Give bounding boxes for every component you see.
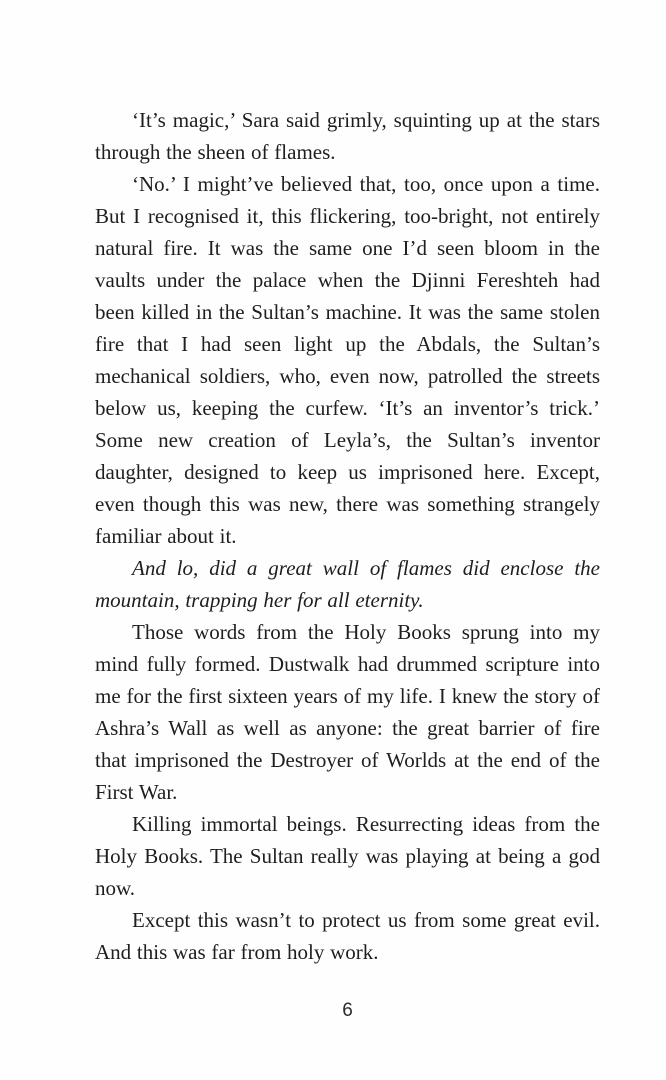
paragraph: Those words from the Holy Books sprung into my mind fully formed. Dustwalk had drummed scripture into me for the first sixteen years of my life. I knew the story of Ashra’s Wall as well as anyone: the great barrier of fire that imprisoned the Destroyer of Worlds at the end of the First War.	[95, 620, 600, 804]
paragraph: ‘It’s magic,’ Sara said grimly, squinting up at the stars through the sheen of flames.	[95, 108, 600, 164]
page-text	[95, 104, 600, 968]
page-number: 6	[342, 1000, 353, 1021]
paragraph: ‘No.’ I might’ve believed that, too, once upon a time. But I recognised it, this flickering, too-bright, not entirely natural fire. It was the same one I’d seen bloom in the vaults under the palace when the Djinni Fereshteh had been killed in the Sultan’s machine. It was the same stolen fire that I had seen light up the Abdals, the Sultan’s mechanical soldiers, who, even now, patrolled the streets below us, keeping the curfew. ‘It’s an inventor’s trick.’ Some new creation of Leyla’s, the Sultan’s inventor daughter, designed to keep us imprisoned here. Except, even though this was new, there was something strangely familiar about it.	[95, 172, 600, 548]
paragraph: Killing immortal beings. Resurrecting ideas from the Holy Books. The Sultan really was playing at being a god now.	[95, 812, 600, 900]
scripture-quote-paragraph: And lo, did a great wall of flames did enclose the mountain, trapping her for all eternity.	[95, 556, 600, 612]
paragraph: Except this wasn’t to protect us from some great evil. And this was far from holy work.	[95, 908, 600, 964]
